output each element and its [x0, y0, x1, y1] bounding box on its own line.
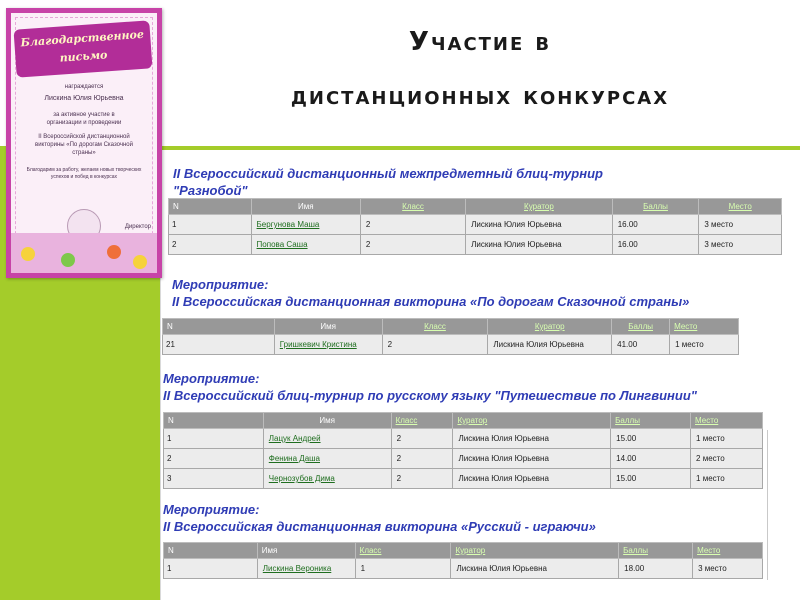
cell-curator: Лискина Юлия Юрьевна — [488, 335, 612, 355]
cell-place: 1 место — [691, 469, 763, 489]
cell-place: 1 место — [691, 429, 763, 449]
cell-place: 1 место — [670, 335, 739, 355]
table-row — [164, 559, 763, 579]
cell-n: 21 — [163, 335, 275, 355]
header-n: N — [164, 413, 264, 429]
table-header — [164, 413, 763, 429]
cell-class: 2 — [391, 469, 453, 489]
cell-name — [257, 559, 355, 579]
cell-n: 1 — [164, 559, 258, 579]
event-1-title-line-1: II Всероссийский дистанционный межпредметный блиц-турнир — [173, 166, 603, 181]
header-curator[interactable]: Куратор — [466, 199, 613, 215]
header-n: N — [169, 199, 252, 215]
flower-icon — [21, 247, 35, 261]
student-link[interactable]: Чернозубов Дима — [268, 474, 335, 483]
header-n: N — [163, 319, 275, 335]
cell-name — [263, 469, 391, 489]
certificate-event-2: викторины «По дорогам Сказочной — [35, 142, 133, 148]
certificate-heading-1: Благодарственное — [20, 27, 145, 50]
cell-place: 3 место — [693, 559, 763, 579]
cell-class: 1 — [355, 559, 451, 579]
header-score[interactable]: Баллы — [611, 413, 691, 429]
cell-place: 3 место — [699, 215, 782, 235]
cell-n: 3 — [164, 469, 264, 489]
cell-class: 2 — [391, 429, 453, 449]
header-score[interactable]: Баллы — [612, 199, 699, 215]
cell-curator: Лискина Юлия Юрьевна — [451, 559, 619, 579]
header-place[interactable]: Место — [699, 199, 782, 215]
page-title — [200, 20, 760, 118]
certificate-heading-2: письмо — [59, 48, 108, 65]
cell-class: 2 — [360, 215, 465, 235]
event-4-table — [163, 542, 763, 579]
table-row — [164, 469, 763, 489]
title-line-1: Участие в — [408, 27, 552, 57]
certificate-flowers — [11, 233, 157, 273]
header-score[interactable]: Баллы — [619, 543, 693, 559]
cell-place: 2 место — [691, 449, 763, 469]
cell-name — [263, 449, 391, 469]
table-header — [169, 199, 782, 215]
header-class[interactable]: Класс — [355, 543, 451, 559]
event-3-table — [163, 412, 763, 489]
header-curator[interactable]: Куратор — [451, 543, 619, 559]
flower-icon — [133, 255, 147, 269]
table-row — [163, 335, 739, 355]
vertical-divider-right — [767, 430, 768, 580]
header-class[interactable]: Класс — [391, 413, 453, 429]
certificate-reason-1: за активное участие в — [53, 112, 115, 118]
header-name: Имя — [251, 199, 360, 215]
cell-curator: Лискина Юлия Юрьевна — [453, 469, 611, 489]
event-2-table — [162, 318, 739, 355]
event-4-title — [163, 501, 596, 535]
header-name: Имя — [263, 413, 391, 429]
certificate-awarded: награждается — [64, 84, 104, 90]
header-class[interactable]: Класс — [360, 199, 465, 215]
table-row — [169, 215, 782, 235]
table-row — [164, 449, 763, 469]
certificate-event-1: II Всероссийской дистанционной — [38, 134, 130, 140]
cell-n: 1 — [169, 215, 252, 235]
event-2-label: Мероприятие: — [172, 277, 269, 292]
cell-score: 16.00 — [612, 235, 699, 255]
header-n: N — [164, 543, 258, 559]
cell-n: 2 — [164, 449, 264, 469]
header-curator[interactable]: Куратор — [453, 413, 611, 429]
cell-class: 2 — [391, 449, 453, 469]
event-1-title-line-2: "Разнобой" — [173, 183, 248, 198]
flower-icon — [107, 245, 121, 259]
cell-curator: Лискина Юлия Юрьевна — [453, 429, 611, 449]
cell-n: 2 — [169, 235, 252, 255]
title-line-2: дистанционных конкурсах — [290, 81, 670, 111]
cell-score: 16.00 — [612, 215, 699, 235]
flower-icon — [61, 253, 75, 267]
event-3-title — [163, 370, 697, 404]
table-row — [169, 235, 782, 255]
table-header — [164, 543, 763, 559]
cell-score: 15.00 — [611, 469, 691, 489]
cell-score: 15.00 — [611, 429, 691, 449]
event-3-label: Мероприятие: — [163, 371, 260, 386]
event-1-table — [168, 198, 782, 255]
header-curator[interactable]: Куратор — [488, 319, 612, 335]
cell-curator: Лискина Юлия Юрьевна — [466, 215, 613, 235]
cell-score: 41.00 — [612, 335, 670, 355]
certificate-image — [6, 8, 162, 278]
header-place[interactable]: Место — [670, 319, 739, 335]
student-link[interactable]: Бергунова Маша — [256, 220, 320, 229]
header-name: Имя — [274, 319, 382, 335]
certificate-sign: Директор — [124, 224, 151, 230]
student-link[interactable]: Попова Саша — [256, 240, 308, 249]
header-score[interactable]: Баллы — [612, 319, 670, 335]
cell-score: 14.00 — [611, 449, 691, 469]
table-row — [164, 429, 763, 449]
cell-name — [274, 335, 382, 355]
event-2-title-line-1: II Всероссийская дистанционная викторина «По дорогам Сказочной страны» — [172, 294, 690, 309]
event-4-title-line-1: II Всероссийская дистанционная викторина «Русский - играючи» — [163, 519, 596, 534]
student-link[interactable]: Лацук Андрей — [268, 434, 321, 443]
table-header — [163, 319, 739, 335]
cell-curator: Лискина Юлия Юрьевна — [466, 235, 613, 255]
certificate-footer-text: Благодарим за работу, желаем новых творческих успехов и побед в конкурсах — [26, 167, 142, 180]
header-name: Имя — [257, 543, 355, 559]
event-2-title — [172, 276, 689, 310]
cell-class: 2 — [360, 235, 465, 255]
student-link[interactable]: Лискина Вероника — [262, 564, 332, 573]
certificate-event-3: страны» — [72, 150, 96, 156]
student-link[interactable]: Гришкевич Кристина — [279, 340, 357, 349]
header-class[interactable]: Класс — [382, 319, 488, 335]
certificate-name: Лискина Юлия Юрьевна — [44, 95, 124, 102]
green-band — [160, 146, 800, 150]
student-link[interactable]: Фенина Даша — [268, 454, 321, 463]
cell-place: 3 место — [699, 235, 782, 255]
cell-class: 2 — [382, 335, 488, 355]
cell-name — [251, 215, 360, 235]
cell-score: 18.00 — [619, 559, 693, 579]
cell-n: 1 — [164, 429, 264, 449]
certificate-reason-2: организации и проведении — [46, 120, 122, 126]
event-3-title-line-1: II Всероссийский блиц-турнир по русскому языку "Путешествие по Лингвинии" — [163, 388, 697, 403]
cell-curator: Лискина Юлия Юрьевна — [453, 449, 611, 469]
certificate-banner — [13, 20, 152, 77]
event-1-title — [173, 165, 603, 199]
event-4-label: Мероприятие: — [163, 502, 260, 517]
header-place[interactable]: Место — [693, 543, 763, 559]
cell-name — [263, 429, 391, 449]
header-place[interactable]: Место — [691, 413, 763, 429]
cell-name — [251, 235, 360, 255]
